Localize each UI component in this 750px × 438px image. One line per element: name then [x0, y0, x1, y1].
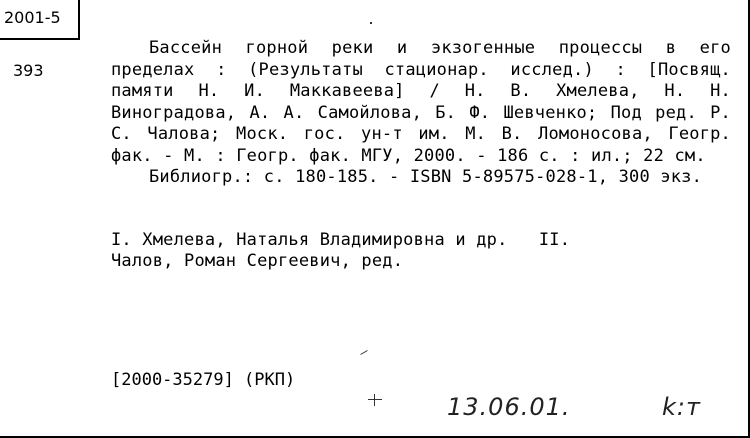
ink-speck [360, 350, 367, 355]
bibliographic-record [111, 38, 731, 273]
cipher-box [0, 0, 80, 40]
description-paragraph: Бассейн горной реки и экзогенные процессы в его пределах : (Результаты стационар. исслед.) : [Посвящ. памяти Н. И. Маккавеева] / Н. В. Хмелева, Н. Н. Виноградова, А. А. Самойлова, Б. Ф. Шевченко; Под ред. Р. С. Чалова; Моск. гос. ун-т им. М. В. Ломоносова, Геогр. фак. - М. : Геогр. фак. МГУ, 2000. - 186 с. : ил.; 22 см. [111, 38, 731, 166]
added-entry-line-1: I. Хмелева, Наталья Владимировна и др. II. [111, 229, 571, 250]
added-entries [111, 230, 731, 273]
ink-speck [368, 399, 382, 400]
classification-cipher: 2001-5 [4, 8, 61, 27]
registration-number: [2000-35279] (РКП) [111, 370, 296, 390]
ink-speck [374, 394, 375, 406]
added-entry-line-2: Чалов, Роман Сергеевич, ред. [111, 251, 404, 271]
handwritten-initials: k:т [662, 393, 701, 421]
handwritten-date: 13.06.01. [447, 393, 571, 421]
bibliography-note: Библиогр.: с. 180-185. - ISBN 5-89575-028-1, 300 экз. [149, 167, 703, 187]
ink-speck [370, 22, 372, 24]
card-number: 393 [13, 61, 44, 80]
